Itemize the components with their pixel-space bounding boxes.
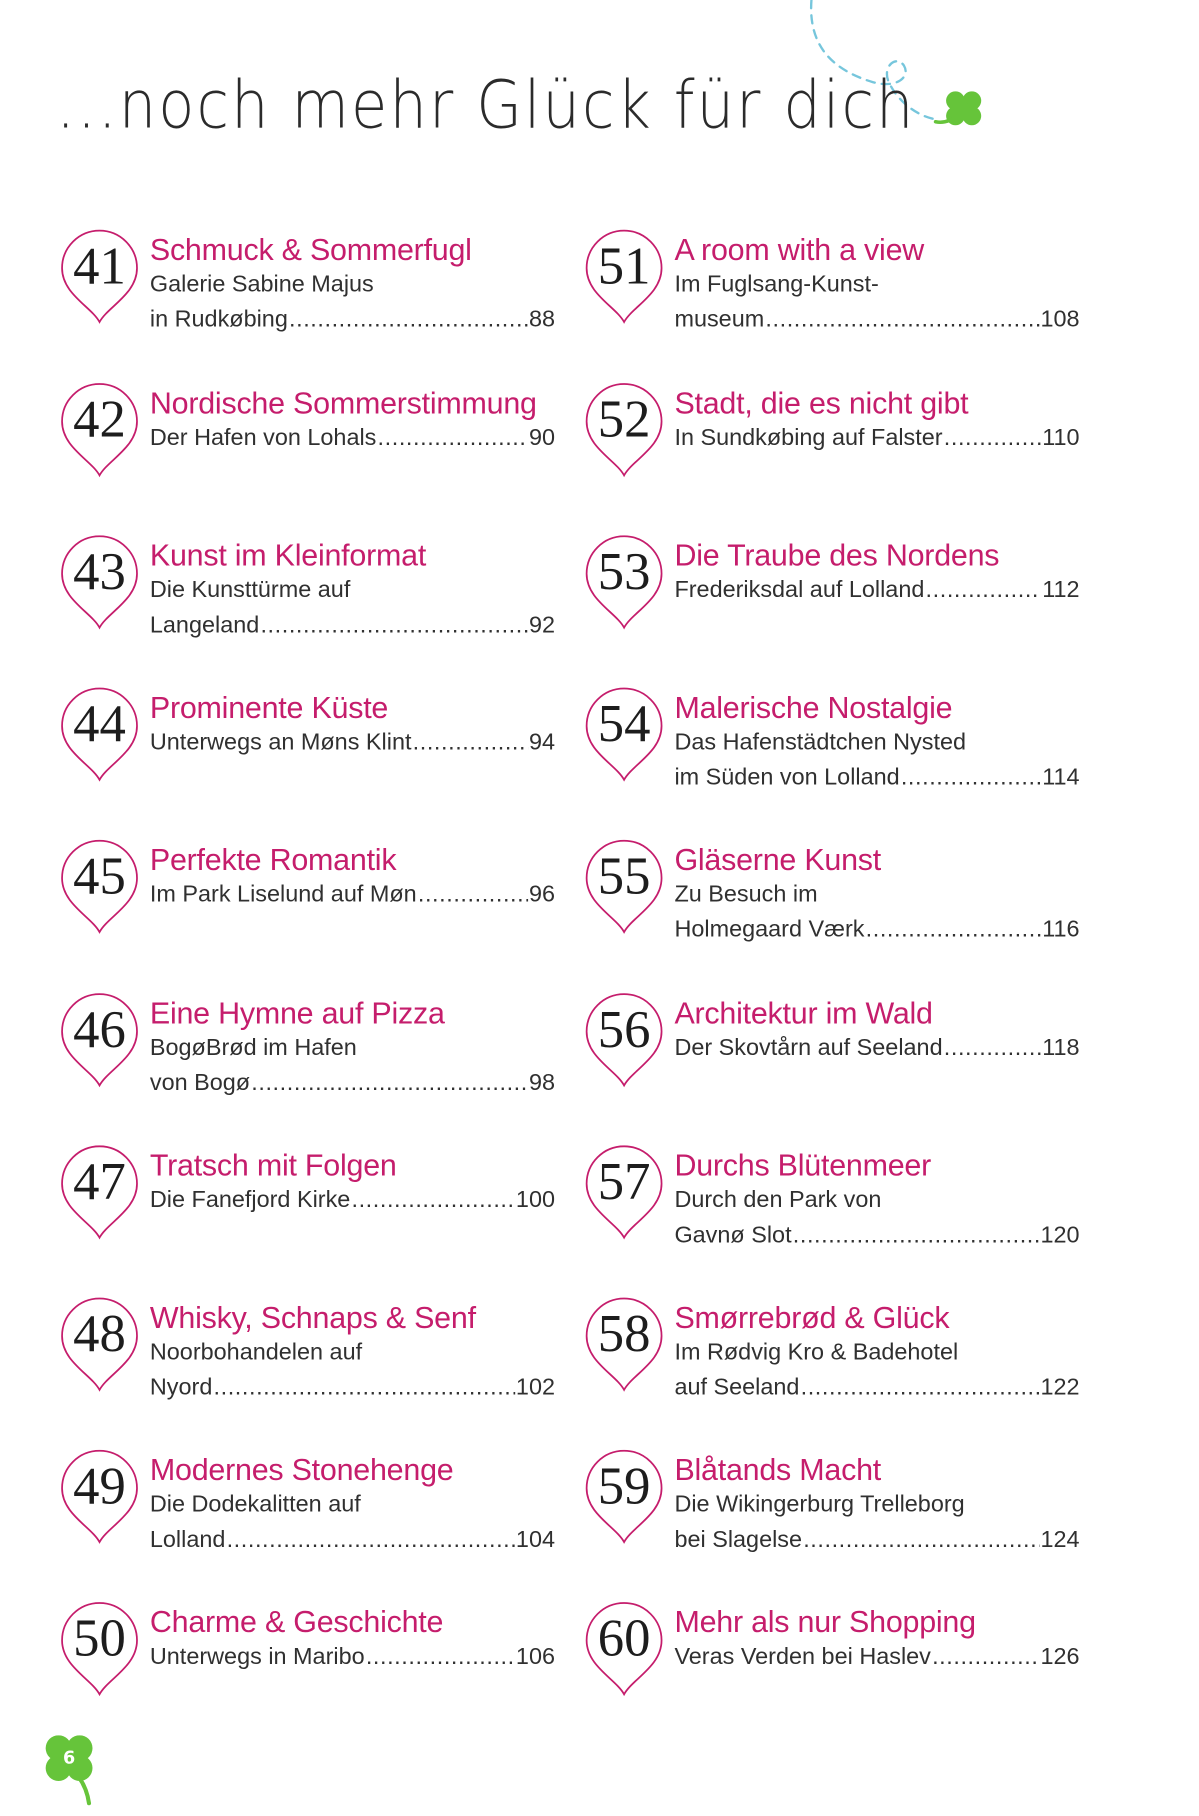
leader-dots: [944, 420, 1041, 455]
pin-marker-icon: [583, 535, 667, 640]
entry-subtitle: Unterwegs an Møns Klint: [149, 729, 412, 756]
leader-dots: [901, 760, 1041, 795]
page-ref: 104: [515, 1526, 556, 1553]
entry-subtitle: In Sundkøbing auf Falster: [674, 425, 943, 451]
entry-text: [150, 1300, 555, 1405]
entry-subtitle-with-page: [674, 1030, 1079, 1065]
toc-entry: [583, 1450, 1098, 1572]
entry-title: A room with a view: [674, 231, 925, 267]
entry-number: 59: [597, 1456, 651, 1516]
entry-text: [674, 995, 1079, 1065]
page-ref: 92: [528, 612, 556, 639]
entry-subtitle: von Bogø: [149, 1070, 251, 1096]
entry-subtitle: Langeland: [149, 612, 260, 639]
toc-entry: [59, 993, 574, 1115]
entry-subtitle: Unterwegs in Maribo: [149, 1643, 365, 1670]
leader-dots: [418, 877, 528, 912]
entry-subtitle: Das Hafenstädtchen Nysted: [674, 729, 967, 756]
pin-marker-icon: [59, 993, 143, 1098]
entry-text: [674, 1452, 1079, 1557]
pin-marker-icon: [583, 383, 667, 488]
entry-number: 56: [597, 999, 651, 1059]
toc-entry: [59, 1145, 574, 1267]
page-ref: 90: [528, 425, 556, 451]
entry-subtitle-with-page: [150, 420, 555, 455]
entry-subtitle: Noorbohandelen auf: [149, 1339, 363, 1366]
toc-entry: [583, 1602, 1098, 1724]
entry-text: [674, 232, 1079, 337]
entry-number: 43: [73, 542, 126, 601]
entry-title: Modernes Stonehenge: [149, 1451, 454, 1488]
toc-entry: [59, 840, 574, 962]
entry-subtitle-with-page: [674, 573, 1079, 608]
entry-text: [674, 842, 1079, 947]
entry-title: Gläserne Kunst: [674, 841, 882, 878]
page-number: 6: [62, 1746, 76, 1769]
page-ref: 100: [515, 1187, 556, 1214]
entry-number: 48: [73, 1304, 126, 1363]
entry-text: [150, 1604, 555, 1674]
entry-subtitle-with-page: [674, 302, 1079, 337]
leader-dots: [251, 1066, 527, 1101]
toc-entry: [583, 687, 1098, 809]
entry-title: Malerische Nostalgie: [674, 689, 953, 725]
entry-subtitle: Die Kunsttürme auf: [149, 577, 351, 604]
entry-number: 52: [597, 389, 651, 449]
entry-text: [150, 1452, 555, 1557]
entry-number: 45: [73, 846, 126, 906]
entry-subtitle: Der Skovtårn auf Seeland: [674, 1035, 943, 1061]
pin-marker-icon: [583, 687, 667, 792]
entry-text: [674, 1300, 1079, 1405]
entry-title: Die Traube des Nordens: [674, 537, 1000, 573]
entry-text: [150, 537, 555, 642]
entry-subtitle: Der Hafen von Lohals: [149, 425, 377, 451]
entry-number: 50: [73, 1608, 126, 1668]
pin-marker-icon: [59, 383, 143, 488]
entry-subtitle-with-page: [150, 608, 555, 643]
toc-entry: [583, 535, 1098, 657]
entry-number: 60: [597, 1608, 651, 1668]
entry-subtitle-with-page: [150, 725, 555, 760]
leader-dots: [866, 912, 1041, 947]
page-ref: 122: [1040, 1374, 1080, 1401]
pin-marker-icon: [59, 687, 143, 792]
page-ref: 98: [528, 1070, 556, 1096]
pin-marker-icon: [583, 1450, 667, 1555]
entry-subtitle: im Süden von Lolland: [674, 764, 900, 791]
entry-number: 46: [73, 999, 126, 1059]
leader-dots: [378, 420, 528, 455]
pin-marker-icon: [583, 229, 667, 334]
entry-title: Smørrebrød & Glück: [674, 1299, 950, 1335]
entry-subtitle-with-page: [674, 912, 1079, 947]
pin-marker-icon: [59, 1145, 143, 1250]
entry-title: Prominente Küste: [149, 689, 389, 725]
toc-entry: [59, 535, 574, 657]
entry-title: Perfekte Romantik: [149, 841, 397, 878]
pin-marker-icon: [59, 1297, 143, 1402]
entry-title: Tratsch mit Folgen: [149, 1147, 397, 1183]
page-ref: 108: [1040, 306, 1080, 333]
entry-subtitle-with-page: [674, 760, 1079, 795]
pin-marker-icon: [583, 1297, 667, 1402]
leader-dots: [214, 1370, 515, 1405]
entry-text: [150, 690, 555, 760]
entry-subtitle: Im Park Liselund auf Møn: [149, 881, 417, 908]
page-number-badge: [42, 1735, 98, 1805]
pin-marker-icon: [59, 1602, 143, 1707]
entry-subtitle: Die Wikingerburg Trelleborg: [674, 1491, 965, 1518]
entry-text: [150, 232, 555, 337]
leader-dots: [227, 1522, 515, 1557]
entry-subtitle: Galerie Sabine Majus: [149, 271, 374, 298]
entry-subtitle: museum: [674, 306, 765, 333]
entry-number: 41: [73, 236, 126, 296]
toc-entry: [59, 687, 574, 809]
page-ref: 106: [515, 1643, 556, 1670]
entry-text: [674, 1604, 1079, 1674]
leader-dots: [944, 1030, 1041, 1065]
entry-number: 49: [73, 1456, 126, 1516]
entry-title: Schmuck & Sommerfugl: [149, 231, 472, 267]
page-ref: 102: [515, 1374, 556, 1401]
leader-dots: [765, 302, 1039, 337]
leader-dots: [803, 1522, 1039, 1557]
toc-entry: [59, 1297, 574, 1419]
entry-title: Whisky, Schnaps & Senf: [149, 1299, 476, 1335]
page-ref: 120: [1040, 1222, 1080, 1249]
entry-number: 57: [597, 1152, 651, 1211]
entry-title: Kunst im Kleinformat: [149, 537, 427, 573]
entry-subtitle-with-page: [150, 1183, 555, 1218]
entry-text: [150, 842, 555, 912]
page-ref: 96: [528, 881, 556, 908]
entry-subtitle: Holmegaard Værk: [674, 916, 865, 943]
entry-subtitle: BogøBrød im Hafen: [149, 1035, 357, 1061]
toc-entry: [583, 993, 1098, 1115]
page-ref: 126: [1040, 1643, 1080, 1670]
entry-subtitle: Gavnø Slot: [674, 1222, 792, 1249]
page-ref: 118: [1042, 1035, 1080, 1061]
toc-entry: [59, 383, 574, 505]
entry-text: [674, 1147, 1079, 1252]
entry-subtitle-with-page: [674, 1370, 1079, 1405]
entry-subtitle-with-page: [150, 1370, 555, 1405]
entry-subtitle: auf Seeland: [674, 1374, 800, 1401]
page-ref: 110: [1042, 425, 1080, 451]
leader-dots: [366, 1639, 515, 1674]
page-ref: 94: [528, 729, 556, 756]
toc-entry: [59, 1450, 574, 1572]
entry-title: Charme & Geschichte: [149, 1604, 444, 1640]
entry-subtitle: Zu Besuch im: [674, 881, 818, 908]
entry-text: [674, 385, 1079, 455]
entry-title: Mehr als nur Shopping: [674, 1604, 976, 1640]
page-ref: 116: [1042, 916, 1080, 943]
entry-title: Stadt, die es nicht gibt: [674, 385, 969, 421]
pin-marker-icon: [59, 1450, 143, 1555]
entry-text: [674, 537, 1079, 607]
entry-number: 47: [73, 1152, 126, 1211]
entry-text: [150, 995, 555, 1100]
page-ref: 124: [1040, 1526, 1080, 1553]
entry-text: [150, 385, 555, 455]
page-ref: 88: [528, 306, 556, 333]
entry-subtitle-with-page: [150, 1522, 555, 1557]
pin-marker-icon: [583, 840, 667, 945]
toc-entry: [583, 383, 1098, 505]
entry-subtitle-with-page: [150, 302, 555, 337]
leader-dots: [289, 302, 528, 337]
pin-marker-icon: [59, 229, 143, 334]
entry-subtitle-with-page: [674, 1522, 1079, 1557]
entry-number: 42: [73, 389, 126, 449]
entry-subtitle: Im Fuglsang-Kunst-: [674, 271, 879, 298]
entry-subtitle: in Rudkøbing: [149, 306, 288, 333]
pin-marker-icon: [583, 1145, 667, 1250]
leader-dots: [793, 1218, 1040, 1253]
toc-entry: [583, 1145, 1098, 1267]
toc-entry: [583, 840, 1098, 962]
entry-subtitle: Im Rødvig Kro & Badehotel: [674, 1339, 959, 1366]
entry-subtitle: Frederiksdal auf Lolland: [674, 577, 925, 604]
entry-subtitle: Die Dodekalitten auf: [149, 1491, 361, 1518]
entry-number: 54: [597, 694, 651, 753]
entry-subtitle: Durch den Park von: [674, 1187, 882, 1214]
entry-number: 53: [597, 542, 651, 601]
entry-subtitle-with-page: [674, 420, 1079, 455]
entry-subtitle: bei Slagelse: [674, 1526, 803, 1553]
entry-title: Architektur im Wald: [674, 995, 933, 1031]
page-title: ...noch mehr Glück für dich: [56, 67, 916, 145]
toc-entry: [59, 229, 574, 351]
entry-title: Nordische Sommerstimmung: [149, 385, 537, 421]
entry-title: Durchs Blütenmeer: [674, 1147, 932, 1183]
pin-marker-icon: [583, 993, 667, 1098]
pin-marker-icon: [59, 535, 143, 640]
leader-dots: [413, 725, 528, 760]
leader-dots: [260, 608, 527, 643]
entry-number: 55: [597, 846, 651, 906]
entry-subtitle: Lolland: [149, 1526, 226, 1553]
leader-dots: [926, 573, 1041, 608]
toc-entry: [583, 229, 1098, 351]
toc-entry: [583, 1297, 1098, 1419]
entry-subtitle-with-page: [150, 1066, 555, 1101]
entry-subtitle: Nyord: [149, 1374, 213, 1401]
entry-title: Eine Hymne auf Pizza: [149, 995, 445, 1031]
pin-marker-icon: [583, 1602, 667, 1707]
entry-subtitle: Die Fanefjord Kirke: [149, 1187, 351, 1214]
entry-number: 58: [597, 1304, 651, 1363]
leader-dots: [932, 1639, 1039, 1674]
entry-subtitle-with-page: [150, 1639, 555, 1674]
entry-text: [150, 1147, 555, 1217]
entry-subtitle-with-page: [674, 1218, 1079, 1253]
leader-dots: [801, 1370, 1040, 1405]
entry-number: 44: [73, 694, 126, 753]
entry-text: [674, 690, 1079, 795]
page-ref: 112: [1042, 577, 1080, 604]
entry-subtitle-with-page: [674, 1639, 1079, 1674]
pin-marker-icon: [59, 840, 143, 945]
toc-entry: [59, 1602, 574, 1724]
entry-title: Blåtands Macht: [674, 1451, 882, 1488]
leader-dots: [351, 1183, 514, 1218]
entry-subtitle-with-page: [150, 877, 555, 912]
page-ref: 114: [1042, 764, 1080, 791]
entry-subtitle: Veras Verden bei Haslev: [674, 1643, 931, 1670]
entry-number: 51: [597, 236, 651, 296]
